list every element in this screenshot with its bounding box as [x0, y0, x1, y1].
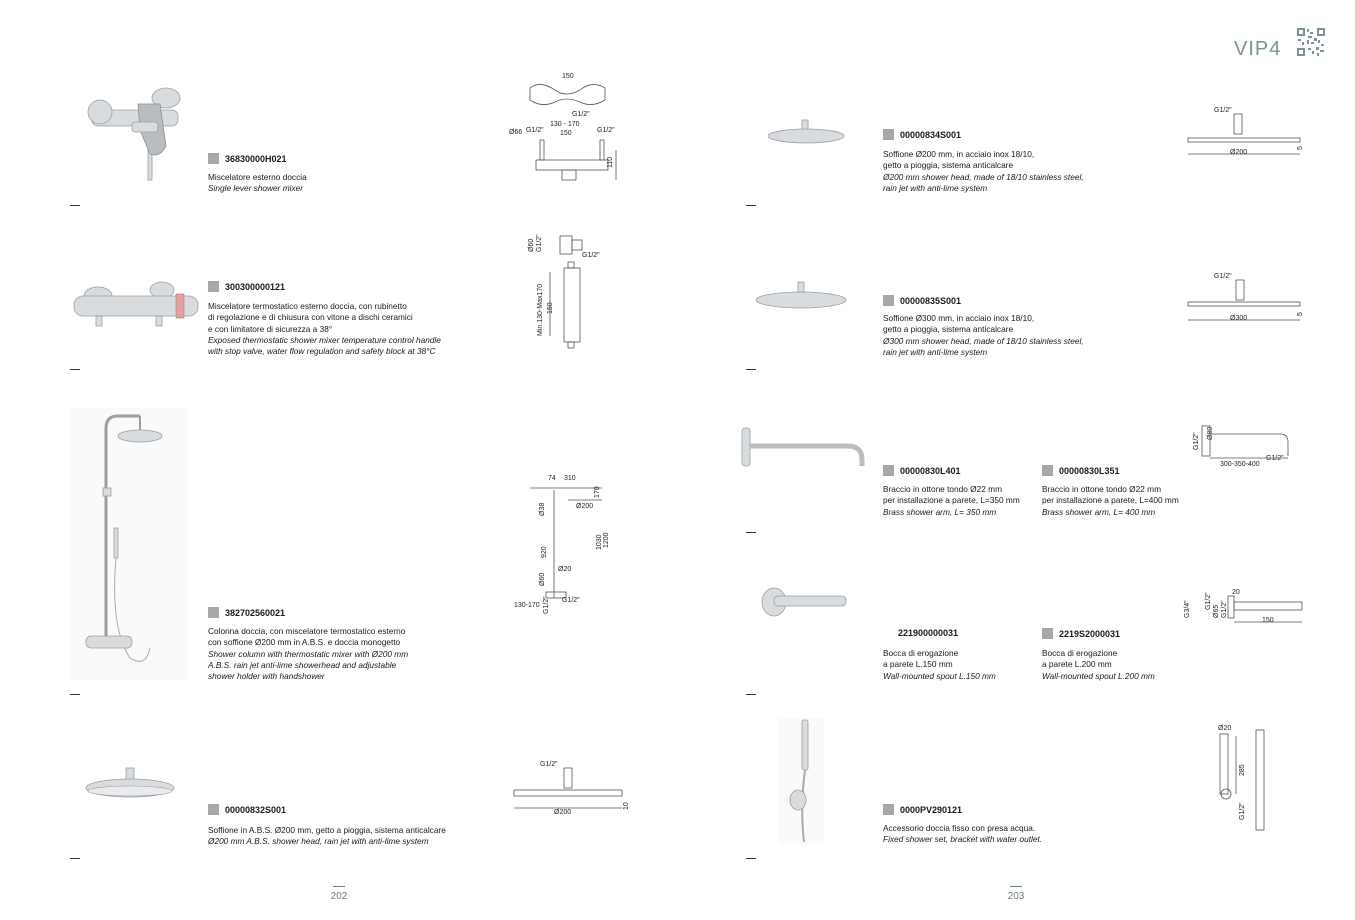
description-it: Colonna doccia, con miscelatore termostatico esterno	[208, 626, 406, 636]
technical-drawing	[1180, 584, 1310, 628]
dim-label: 130-170	[514, 602, 540, 609]
technical-drawing	[520, 232, 610, 350]
product-code-text: 00000830L401	[900, 465, 961, 476]
product-description	[1042, 484, 1179, 518]
code-marker	[208, 281, 219, 292]
divider	[70, 205, 80, 206]
description-en: Fixed shower set, bracket with water outlet.	[883, 834, 1043, 845]
description-it: Soffione Ø300 mm, in acciaio inox 18/10,	[883, 313, 1035, 323]
description-en: shower holder with handshower	[208, 671, 325, 682]
dim-label: 1030	[596, 534, 603, 550]
divider	[70, 858, 80, 859]
technical-drawing	[508, 470, 628, 614]
product-code	[898, 628, 958, 638]
description-en: Brass shower arm, L= 400 mm	[1042, 506, 1156, 517]
description-it: Miscelatore termostatico esterno doccia, con rubinetto	[208, 301, 407, 311]
dim-label: G1/2"	[582, 252, 600, 259]
product-description	[1042, 648, 1155, 682]
dim-label: G1/2"	[1214, 107, 1232, 114]
product-code-text: 36830000H021	[225, 153, 287, 164]
description-it: a parete L.150 mm	[883, 659, 953, 670]
code-marker	[883, 129, 894, 140]
brand-name: VIP4	[1234, 38, 1282, 60]
dim-label: 110	[607, 156, 614, 168]
description-it: Miscelatore esterno doccia	[208, 172, 307, 182]
description-it: getto a pioggia, sistema anticalcare	[883, 324, 1014, 335]
product-code	[883, 804, 962, 815]
product-code-text: 00000832S001	[225, 804, 287, 815]
product-code-text: 300300000121	[225, 281, 286, 292]
dim-label: G1/2"	[1239, 802, 1246, 820]
product-description	[208, 626, 408, 682]
dim-label: 10	[623, 802, 630, 810]
description-en: Ø200 mm shower head, made of 18/10 stainless steel,	[883, 171, 1084, 182]
code-marker	[883, 804, 894, 815]
technical-drawing	[1200, 720, 1292, 836]
description-it: Accessorio doccia fisso con presa acqua.	[883, 823, 1036, 833]
divider	[746, 858, 756, 859]
dim-label: 920	[541, 546, 548, 558]
product-description	[883, 484, 1020, 518]
description-en: with stop valve, water flow regulation and safety block at 38°C	[208, 346, 436, 357]
code-marker	[1042, 628, 1053, 639]
dim-label: G1/2"	[572, 111, 590, 118]
divider	[70, 694, 80, 695]
page-number-left	[324, 886, 354, 902]
product-description	[208, 172, 307, 195]
product-code	[1042, 465, 1120, 476]
dim-label: G1/2"	[597, 127, 615, 134]
dim-label: Ø300	[1230, 315, 1248, 322]
product-code	[883, 295, 961, 306]
divider	[746, 205, 756, 206]
product-code	[1042, 628, 1120, 639]
thermostatic-mixer-image	[72, 278, 202, 334]
description-en: Ø300 mm shower head, made of 18/10 stainless steel,	[883, 335, 1084, 346]
dim-label: Ø60	[539, 572, 546, 586]
shower-column-image	[70, 408, 188, 680]
divider	[746, 532, 756, 533]
divider	[746, 694, 756, 695]
dim-label: G1/2"	[1221, 600, 1228, 618]
dim-label: G1/2"	[540, 761, 558, 768]
code-marker	[208, 607, 219, 618]
single-lever-mixer-image	[80, 82, 190, 182]
description-it: di regolazione e di chiusura con vitone a dischi ceramici	[208, 312, 413, 323]
dim-label: Min.130-Max170	[537, 283, 544, 336]
dim-label: G1/2"	[1266, 455, 1284, 462]
wall-spout-image	[760, 584, 850, 620]
product-code	[208, 153, 287, 164]
technical-drawing	[1184, 268, 1308, 328]
code-marker	[883, 465, 894, 476]
dim-label: 170	[594, 486, 601, 498]
dim-label: Ø80	[1207, 426, 1214, 440]
product-code	[208, 804, 286, 815]
description-it: Bocca di erogazione	[1042, 648, 1118, 658]
product-code-text: 0000PV290121	[900, 804, 963, 815]
abs-showerhead-image	[84, 766, 180, 810]
dim-label: G1/2"	[1205, 592, 1212, 610]
fixed-shower-set-image	[778, 718, 824, 844]
dim-label: Ø200	[576, 503, 594, 510]
dim-label: 150	[547, 302, 554, 314]
description-it: per installazione a parete, L=350 mm	[883, 495, 1020, 506]
divider	[70, 369, 80, 370]
product-description	[883, 823, 1042, 846]
dim-label: G1/2"	[543, 596, 550, 614]
description-it: Soffione in A.B.S. Ø200 mm, getto a pioggia, sistema anticalcare	[208, 825, 446, 835]
product-code-text: 2219S2000031	[1059, 628, 1121, 639]
product-code	[208, 607, 285, 618]
page-number-text: 202	[330, 891, 348, 902]
dim-label: 300-350-400	[1220, 461, 1260, 468]
code-marker	[208, 804, 219, 815]
divider	[746, 369, 756, 370]
steel-showerhead-200-image	[766, 118, 846, 148]
description-en: Shower column with thermostatic mixer with Ø200 mm	[208, 648, 409, 659]
dim-label: G1/2"	[526, 127, 544, 134]
product-description	[883, 313, 1084, 358]
dim-label: G1/2"	[562, 597, 580, 604]
dim-label: 150	[1262, 617, 1274, 624]
product-code	[883, 129, 961, 140]
product-description	[883, 648, 996, 682]
product-code	[208, 281, 285, 292]
dim-label: 20	[1232, 589, 1240, 596]
description-it: Braccio in ottone tondo Ø22 mm	[1042, 484, 1161, 494]
technical-drawing	[500, 68, 630, 186]
dim-label: 150	[560, 130, 572, 137]
dim-label: Ø60	[528, 238, 535, 252]
description-en: Wall-mounted spout L.200 mm	[1042, 670, 1155, 681]
dim-label: Ø200	[554, 809, 572, 816]
product-code-text: 00000835S001	[900, 295, 962, 306]
product-code-text: 382702560021	[225, 607, 286, 618]
product-description	[208, 301, 441, 357]
description-it: e con limitatore di sicurezza a 38°	[208, 323, 333, 334]
dim-label: Ø20	[1218, 725, 1232, 732]
description-it: getto a pioggia, sistema anticalcare	[883, 160, 1014, 171]
dim-label: Ø66	[509, 129, 523, 136]
dim-label: G1/2"	[1193, 432, 1200, 450]
dim-label: G1/2"	[536, 234, 543, 252]
description-en: Ø200 mm A.B.S. shower head, rain jet with anti-lime system	[208, 836, 429, 847]
dim-label: 74	[548, 475, 556, 482]
dim-label: 285	[1239, 764, 1246, 776]
code-marker	[883, 295, 894, 306]
product-description	[208, 825, 446, 848]
page-number-right	[1001, 886, 1031, 902]
product-code-text: 00000830L351	[1059, 465, 1120, 476]
code-marker	[1042, 465, 1053, 476]
dim-label: Ø20	[558, 566, 572, 573]
technical-drawing	[1184, 102, 1308, 162]
description-it: a parete L.200 mm	[1042, 659, 1112, 670]
dim-label: Ø38	[539, 502, 546, 516]
description-it: con soffione Ø200 mm in A.B.S. e doccia monogetto	[208, 637, 401, 648]
dim-label: 5	[1297, 146, 1304, 150]
product-code-text: 00000834S001	[900, 129, 962, 140]
dim-label: 1200	[603, 532, 610, 548]
product-description	[883, 149, 1084, 194]
description-it: Soffione Ø200 mm, in acciaio inox 18/10,	[883, 149, 1035, 159]
qr-code-icon	[1296, 27, 1326, 57]
description-en: A.B.S. rain jet anti-lime showerhead and adjustable	[208, 659, 397, 670]
description-it: Bocca di erogazione	[883, 648, 959, 658]
dim-label: Ø200	[1230, 149, 1248, 156]
dim-label: 130 - 170	[550, 121, 580, 128]
description-en: Single lever shower mixer	[208, 183, 303, 194]
dim-label: G3/4"	[1184, 600, 1191, 618]
page-number-text: 203	[1007, 891, 1025, 902]
technical-drawing	[1188, 420, 1300, 472]
description-en: rain jet with anti-lime system	[883, 346, 988, 357]
shower-arm-image	[740, 426, 870, 470]
technical-drawing	[510, 756, 636, 818]
dim-label: 310	[564, 475, 576, 482]
product-code	[883, 465, 961, 476]
description-it: per installazione a parete, L=400 mm	[1042, 495, 1179, 506]
dim-label: Ø65	[1213, 604, 1220, 618]
dim-label: 150	[562, 73, 574, 80]
code-marker	[208, 153, 219, 164]
description-en: rain jet with anti-lime system	[883, 182, 988, 193]
dim-label: G1/2"	[1214, 273, 1232, 280]
description-it: Braccio in ottone tondo Ø22 mm	[883, 484, 1002, 494]
steel-showerhead-300-image	[754, 280, 850, 314]
description-en: Brass shower arm, L= 350 mm	[883, 506, 997, 517]
dim-label: 5	[1297, 312, 1304, 316]
description-en: Wall-mounted spout L.150 mm	[883, 670, 996, 681]
product-code-text: 221900000031	[898, 628, 959, 638]
description-en: Exposed thermostatic shower mixer temperature control handle	[208, 334, 441, 345]
